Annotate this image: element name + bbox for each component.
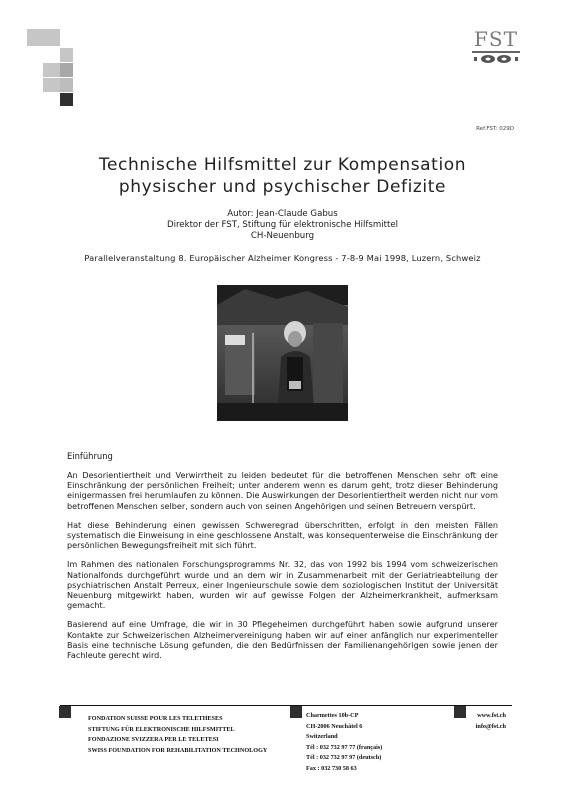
footer-contact [476,711,506,732]
footer-square [59,706,71,718]
document-title-line2: physischer und psychischer Defizite [118,177,447,197]
fst-logo-graphic [468,28,524,68]
decor-square [60,78,73,92]
author-line: Autor: Jean-Claude Gabus [227,209,338,219]
footer-address [306,711,382,774]
decor-square [60,93,73,106]
fst-logo-text: FST [474,27,518,51]
paragraph: An Desorientiertheit und Verwirrtheit zu leiden bedeutet für die betroffenen Menschen sehr oft eine Einschränkung der persönlichen Freiheit; unter anderem wenn es darum geht, trotz dieser Behinderung einigermassen frei herumlaufen zu können. Die Auswirkungen der Desorientiertheit werden nicht nur vom betroffenen Menschen selber, sondern auch von seinen Angehörigen und seinen Betreuern verspürt. [67,470,498,511]
address-street: Charmettes 10b-CP [306,712,359,719]
address-city: CH-2006 Neuchâtel 6 [306,722,363,730]
footer-divider [60,705,512,706]
document-title-line1: Technische Hilfsmittel zur Kompensation [98,155,467,175]
section-heading: Einführung [67,451,113,461]
phone-french: Tél : 032 732 97 77 (français) [306,743,383,751]
paragraph: Im Rahmen des nationalen Forschungsprogramms Nr. 32, das von 1992 bis 1994 vom schweizerischen Nationalfonds durchgeführt wurde und an dem wir in Zusammenarbeit mit der Geriatrieabteilung der psychiatrischen Anstalt Perreux, einer Ingenieurschule sowie dem soziologischen Institut der Universität Neuenburg mitgewirkt haben, wurden wir auf gewisse Folgen der Alzheimerkrankheit, aufmerksam gemacht. [67,559,498,611]
address-country: Switzerland [306,733,338,740]
decor-square [43,78,60,92]
reference-number: Ref.FST: 029D [476,126,514,132]
paragraph: Basierend auf eine Umfrage, die wir in 30 Pflegeheimen durchgeführt haben sowie aufgrund unserer Kontakte zur Schweizerischen Alzheimervereinigung haben wir auf einer anfänglich nur experimenteller Basis eine technische Lösung gefunden, die den Bedürfnissen der Familienangehörigen sowie jenen der Fachleute gerecht wird. [67,619,498,661]
foundation-name-it: FONDAZIONE SVIZZERA PER LE TELETESI [88,736,219,743]
decor-square [27,29,60,46]
foundation-name-fr: FONDATION SUISSE POUR LES TELETHESES [88,715,223,722]
phone-german: Tél : 032 732 97 97 (deutsch) [306,754,382,761]
author-location: CH-Neuenburg [250,231,315,241]
paragraph: Hat diese Behinderung einen gewissen Schweregrad überschritten, erfolgt in den meisten Fällen systematisch die Einweisung in eine geschlossene Anstalt, was konsequenterweise die Einschränkung der persönlichen Bewegungsfreiheit mit sich führt. [67,519,498,551]
footer-foundation-names [88,714,267,756]
fst-logo [468,28,524,68]
decor-square [60,48,73,62]
footer-square [454,706,466,718]
foundation-name-en: SWISS FOUNDATION FOR REHABILITATION TECHNOLOGY [88,746,268,754]
author-affiliation: Direktor der FST, Stiftung für elektronische Hilfsmittel [166,220,399,230]
decor-square [60,63,73,77]
website-link[interactable]: www.fst.ch [477,712,506,719]
foundation-name-de: STIFTUNG FÜR ELEKTRONISCHE HILFSMITTEL [88,725,235,733]
fax-number: Fax : 032 730 58 63 [306,764,357,772]
photo-elderly-person [217,285,348,421]
event-line: Parallelveranstaltung 8. Europäischer Alzheimer Kongress - 7-8-9 Mai 1998, Luzern, Schweiz [84,253,481,263]
decor-square [43,63,60,77]
footer-square [290,706,302,718]
email-link[interactable]: info@fst.ch [475,722,506,730]
main-content [67,451,498,669]
